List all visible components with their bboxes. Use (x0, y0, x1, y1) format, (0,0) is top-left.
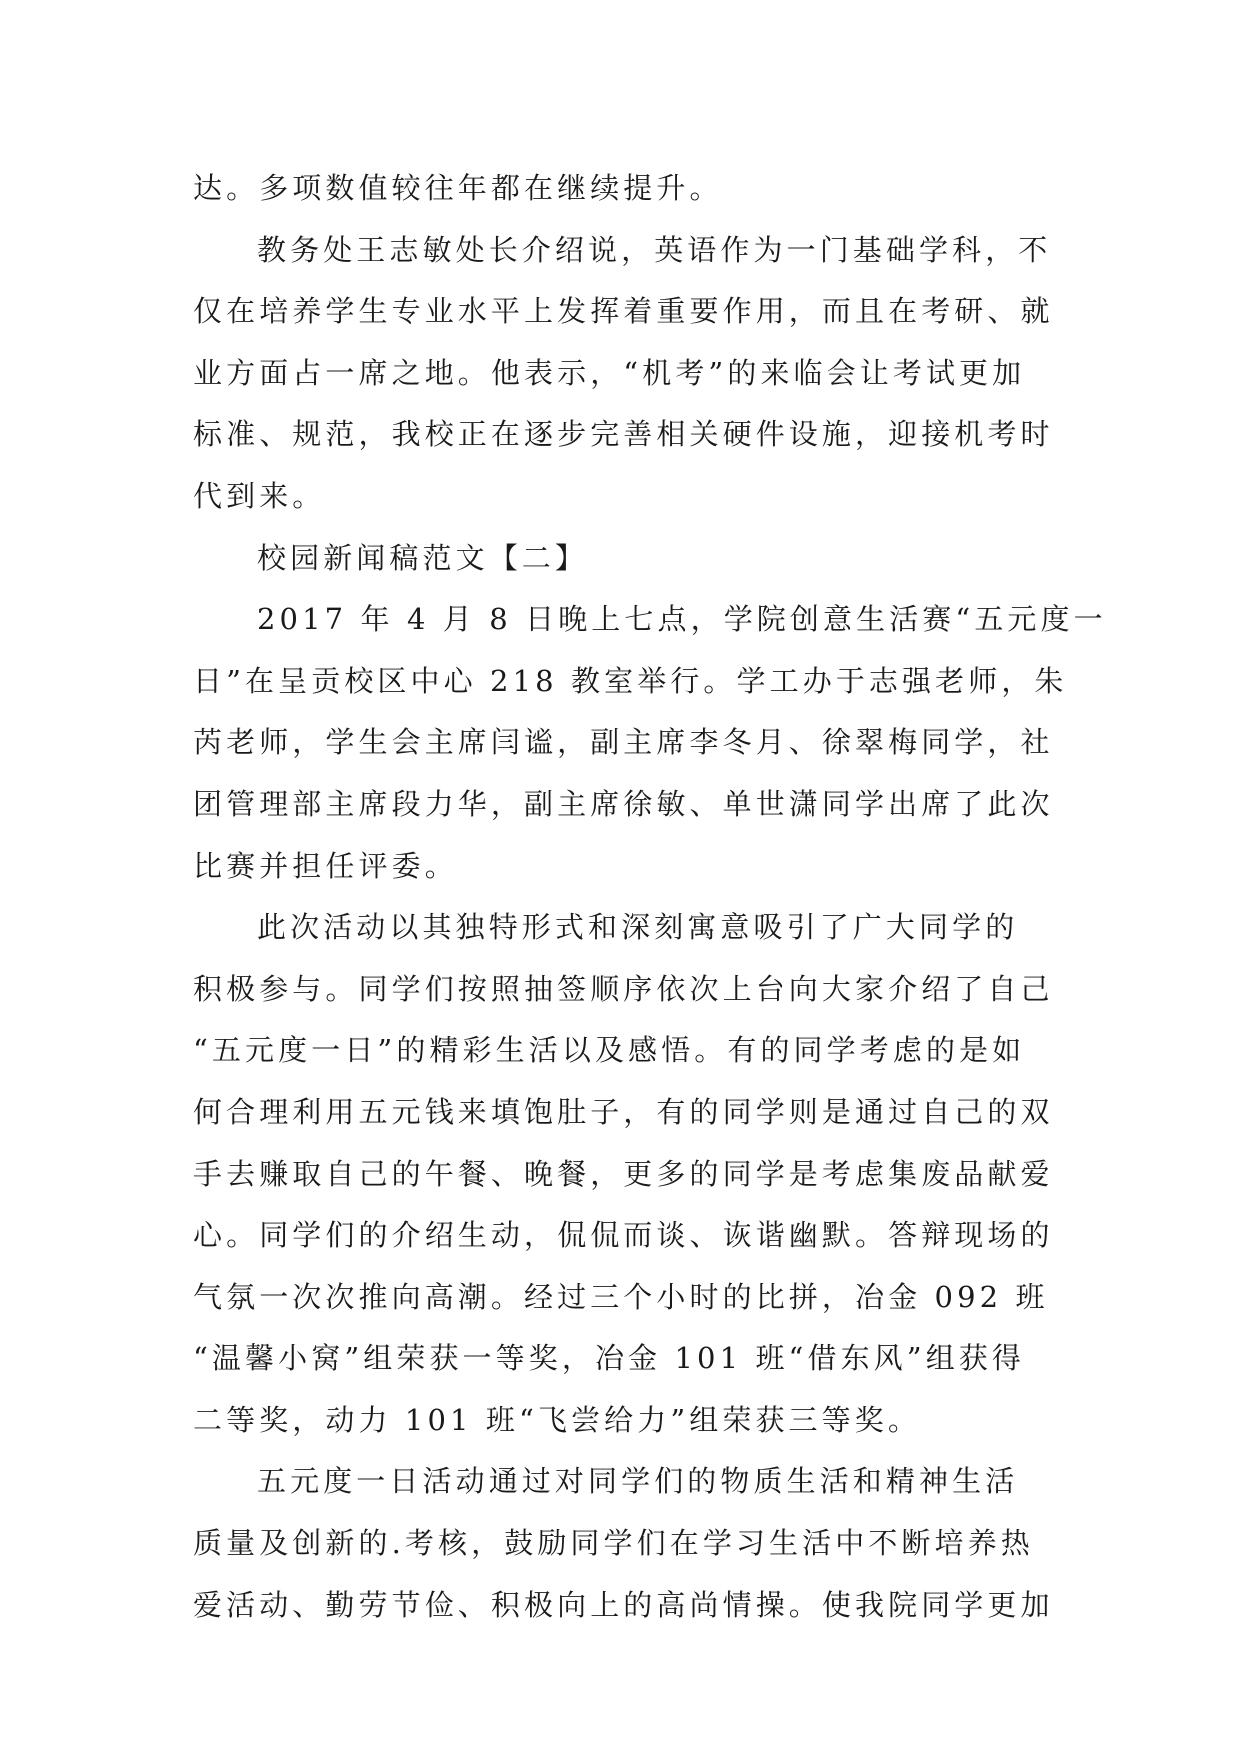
paragraph-start-line: 此次活动以其独特形式和深刻寓意吸引了广大同学的 (257, 910, 1019, 945)
text-line: 积极参与。同学们按照抽签顺序依次上台向大家介绍了自己 (193, 971, 1054, 1006)
text-line: 仅在培养学生专业水平上发挥着重要作用，而且在考研、就 (193, 294, 1054, 329)
text-line: 手去赚取自己的午餐、晚餐，更多的同学是考虑集废品献爱 (193, 1156, 1054, 1191)
text-line: 气氛一次次推向高潮。经过三个小时的比拼，冶金 092 班 (193, 1279, 1049, 1314)
text-line: “温馨小窝”组荣获一等奖，冶金 101 班“借东风”组获得 (193, 1341, 1025, 1376)
text-line: 标准、规范，我校正在逐步完善相关硬件设施，迎接机考时 (193, 417, 1054, 452)
text-line: 二等奖，动力 101 班“飞尝给力”组荣获三等奖。 (193, 1402, 921, 1437)
text-line: 心。同学们的介绍生动，侃侃而谈、诙谐幽默。答辩现场的 (193, 1218, 1054, 1253)
text-line: 爱活动、勤劳节俭、积极向上的高尚情操。使我院同学更加 (193, 1587, 1054, 1622)
text-line: 比赛并担任评委。 (193, 848, 458, 883)
text-line: 团管理部主席段力华，副主席徐敏、单世潇同学出席了此次 (193, 786, 1054, 821)
text-line: 业方面占一席之地。他表示，“机考”的来临会让考试更加 (193, 355, 1026, 390)
text-line: 芮老师，学生会主席闫谧，副主席李冬月、徐翠梅同学，社 (193, 725, 1054, 760)
section-heading: 校园新闻稿范文【二】 (257, 540, 589, 575)
text-line: 代到来。 (193, 478, 326, 513)
text-line: “五元度一日”的精彩生活以及感悟。有的同学考虑的是如 (193, 1033, 1026, 1068)
paragraph-start-line: 2017 年 4 月 8 日晚上七点，学院创意生活赛“五元度一 (257, 602, 1107, 637)
text-line: 质量及创新的.考核，鼓励同学们在学习生活中不断培养热 (193, 1526, 1034, 1561)
article-body (193, 158, 1107, 1636)
text-line: 日”在呈贡校区中心 218 教室举行。学工办于志强老师，朱 (193, 663, 1068, 698)
paragraph-start-line: 教务处王志敏处长介绍说，英语作为一门基础学科，不 (257, 232, 1052, 267)
paragraph-start-line: 五元度一日活动通过对同学们的物质生活和精神生活 (257, 1464, 1019, 1499)
text-line: 何合理利用五元钱来填饱肚子，有的同学则是通过自己的双 (193, 1094, 1054, 1129)
text-line: 达。多项数值较往年都在继续提升。 (193, 171, 723, 205)
